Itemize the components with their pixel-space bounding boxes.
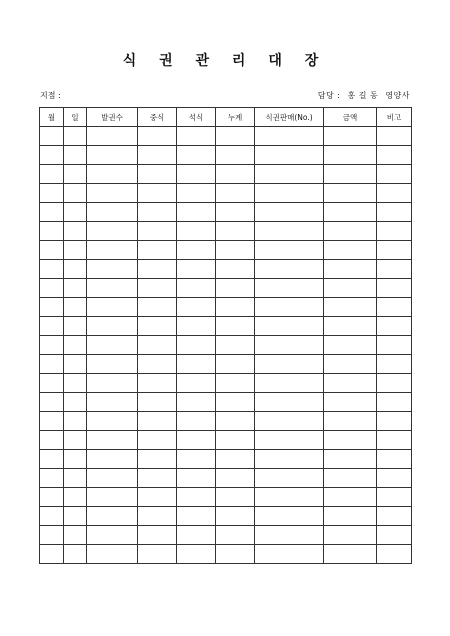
table-cell[interactable] [64,336,87,355]
table-cell[interactable] [138,260,177,279]
table-cell[interactable] [40,279,64,298]
manager-name: 홍 길 동 [347,91,379,100]
table-cell[interactable] [64,450,87,469]
table-cell[interactable] [377,431,412,450]
table-cell[interactable] [177,336,216,355]
table-cell[interactable] [40,298,64,317]
table-cell[interactable] [138,222,177,241]
table-cell[interactable] [138,241,177,260]
table-cell[interactable] [324,393,377,412]
table-cell[interactable] [87,336,138,355]
table-cell[interactable] [40,545,64,564]
table-cell[interactable] [324,507,377,526]
table-cell[interactable] [255,412,324,431]
table-cell[interactable] [64,222,87,241]
table-row [40,146,412,165]
table-cell[interactable] [216,203,255,222]
table-cell[interactable] [40,393,64,412]
table-cell[interactable] [64,412,87,431]
table-row [40,127,412,146]
table-cell[interactable] [324,336,377,355]
table-cell[interactable] [138,165,177,184]
table-cell[interactable] [177,222,216,241]
table-cell[interactable] [377,450,412,469]
table-cell[interactable] [324,450,377,469]
table-cell[interactable] [377,279,412,298]
table-cell[interactable] [377,317,412,336]
table-cell[interactable] [40,146,64,165]
table-cell[interactable] [255,222,324,241]
table-cell[interactable] [177,260,216,279]
table-cell[interactable] [138,431,177,450]
table-cell[interactable] [216,469,255,488]
table-cell[interactable] [87,374,138,393]
table-cell[interactable] [87,469,138,488]
table-cell[interactable] [177,526,216,545]
table-cell[interactable] [40,260,64,279]
table-cell[interactable] [377,165,412,184]
table-cell[interactable] [177,450,216,469]
table-cell[interactable] [255,545,324,564]
table-cell[interactable] [40,469,64,488]
table-row [40,260,412,279]
table-row [40,431,412,450]
table-cell[interactable] [324,203,377,222]
table-cell[interactable] [255,469,324,488]
table-cell[interactable] [324,146,377,165]
table-cell[interactable] [64,526,87,545]
table-cell[interactable] [324,260,377,279]
table-cell[interactable] [324,184,377,203]
table-cell[interactable] [377,412,412,431]
table-cell[interactable] [87,450,138,469]
table-cell[interactable] [138,279,177,298]
column-header-remarks: 비고 [377,108,412,127]
table-row [40,336,412,355]
table-cell[interactable] [255,526,324,545]
table-cell[interactable] [255,450,324,469]
table-cell[interactable] [40,203,64,222]
table-row [40,241,412,260]
table-cell[interactable] [324,222,377,241]
table-cell[interactable] [64,374,87,393]
table-header-row [40,108,412,127]
table-cell[interactable] [87,317,138,336]
table-cell[interactable] [377,336,412,355]
column-header-day: 일 [64,108,87,127]
table-cell[interactable] [138,450,177,469]
table-cell[interactable] [216,393,255,412]
table-cell[interactable] [377,488,412,507]
table-row [40,374,412,393]
table-cell[interactable] [377,469,412,488]
table-cell[interactable] [216,298,255,317]
table-cell[interactable] [40,431,64,450]
table-cell[interactable] [87,412,138,431]
table-cell[interactable] [255,336,324,355]
table-cell[interactable] [64,203,87,222]
table-cell[interactable] [64,393,87,412]
table-cell[interactable] [138,203,177,222]
table-row [40,165,412,184]
table-cell[interactable] [138,393,177,412]
table-cell[interactable] [138,545,177,564]
table-cell[interactable] [177,165,216,184]
table-row [40,298,412,317]
table-cell[interactable] [138,184,177,203]
table-cell[interactable] [377,127,412,146]
table-cell[interactable] [177,127,216,146]
table-cell[interactable] [216,355,255,374]
table-cell[interactable] [64,431,87,450]
table-cell[interactable] [216,260,255,279]
table-cell[interactable] [324,355,377,374]
table-cell[interactable] [324,374,377,393]
table-cell[interactable] [216,507,255,526]
table-cell[interactable] [377,393,412,412]
table-cell[interactable] [87,355,138,374]
manager-label: 담당 : [317,91,341,100]
table-cell[interactable] [177,184,216,203]
table-cell[interactable] [255,260,324,279]
table-cell[interactable] [177,374,216,393]
table-cell[interactable] [324,298,377,317]
table-row [40,355,412,374]
column-header-lunch: 중식 [138,108,177,127]
branch-label: 지점 : [40,91,61,100]
table-cell[interactable] [177,412,216,431]
table-cell[interactable] [255,507,324,526]
table-row [40,412,412,431]
table-cell[interactable] [40,412,64,431]
table-cell[interactable] [377,298,412,317]
table-row [40,393,412,412]
table-cell[interactable] [87,545,138,564]
table-row [40,203,412,222]
table-cell[interactable] [40,336,64,355]
table-cell[interactable] [64,260,87,279]
table-cell[interactable] [255,298,324,317]
table-cell[interactable] [87,298,138,317]
table-row [40,222,412,241]
table-cell[interactable] [377,374,412,393]
table-cell[interactable] [377,526,412,545]
table-cell[interactable] [216,488,255,507]
table-cell[interactable] [216,431,255,450]
table-cell[interactable] [324,317,377,336]
column-header-amount: 금액 [324,108,377,127]
table-cell[interactable] [64,241,87,260]
table-cell[interactable] [216,450,255,469]
table-cell[interactable] [377,355,412,374]
table-cell[interactable] [87,241,138,260]
table-cell[interactable] [216,317,255,336]
table-row [40,469,412,488]
meal-ticket-ledger-table [39,107,412,564]
table-cell[interactable] [216,545,255,564]
table-cell[interactable] [216,146,255,165]
manager-info [314,90,410,101]
table-cell[interactable] [87,203,138,222]
table-cell[interactable] [138,469,177,488]
table-cell[interactable] [255,184,324,203]
table-cell[interactable] [377,260,412,279]
column-header-issued: 발권수 [87,108,138,127]
column-header-dinner: 석식 [177,108,216,127]
table-cell[interactable] [40,165,64,184]
table-cell[interactable] [40,355,64,374]
table-cell[interactable] [255,431,324,450]
table-cell[interactable] [87,127,138,146]
table-cell[interactable] [138,412,177,431]
table-row [40,279,412,298]
table-cell[interactable] [216,526,255,545]
table-cell[interactable] [377,146,412,165]
table-cell[interactable] [377,203,412,222]
table-cell[interactable] [138,355,177,374]
table-cell[interactable] [87,526,138,545]
table-cell[interactable] [40,222,64,241]
table-cell[interactable] [377,184,412,203]
table-cell[interactable] [324,469,377,488]
table-row [40,507,412,526]
table-cell[interactable] [324,545,377,564]
table-cell[interactable] [255,203,324,222]
table-cell[interactable] [324,165,377,184]
table-cell[interactable] [216,279,255,298]
table-cell[interactable] [177,279,216,298]
table-cell[interactable] [216,336,255,355]
table-cell[interactable] [40,488,64,507]
table-cell[interactable] [64,298,87,317]
table-cell[interactable] [177,241,216,260]
table-cell[interactable] [377,222,412,241]
table-cell[interactable] [324,488,377,507]
table-cell[interactable] [64,165,87,184]
table-cell[interactable] [177,203,216,222]
table-cell[interactable] [87,488,138,507]
table-cell[interactable] [177,545,216,564]
table-cell[interactable] [177,393,216,412]
table-cell[interactable] [377,241,412,260]
table-cell[interactable] [255,146,324,165]
table-cell[interactable] [177,469,216,488]
table-cell[interactable] [138,507,177,526]
table-cell[interactable] [255,317,324,336]
table-row [40,317,412,336]
table-cell[interactable] [138,488,177,507]
table-cell[interactable] [216,241,255,260]
table-cell[interactable] [87,279,138,298]
table-cell[interactable] [377,507,412,526]
table-cell[interactable] [255,241,324,260]
table-cell[interactable] [40,526,64,545]
table-cell[interactable] [216,127,255,146]
table-body [40,127,412,564]
table-cell[interactable] [138,374,177,393]
table-cell[interactable] [64,279,87,298]
table-cell[interactable] [87,507,138,526]
table-row [40,526,412,545]
table-cell[interactable] [64,355,87,374]
table-cell[interactable] [40,507,64,526]
table-cell[interactable] [40,127,64,146]
table-cell[interactable] [177,355,216,374]
table-cell[interactable] [64,507,87,526]
table-cell[interactable] [255,279,324,298]
table-cell[interactable] [138,317,177,336]
column-header-cumulative: 누계 [216,108,255,127]
table-cell[interactable] [216,222,255,241]
table-cell[interactable] [87,146,138,165]
table-row [40,545,412,564]
table-cell[interactable] [324,279,377,298]
table-cell[interactable] [177,298,216,317]
table-cell[interactable] [324,412,377,431]
table-cell[interactable] [40,450,64,469]
table-cell[interactable] [177,317,216,336]
table-cell[interactable] [138,336,177,355]
table-cell[interactable] [324,127,377,146]
table-cell[interactable] [255,165,324,184]
table-cell[interactable] [216,412,255,431]
table-cell[interactable] [64,545,87,564]
table-cell[interactable] [324,241,377,260]
table-cell[interactable] [138,298,177,317]
table-cell[interactable] [216,374,255,393]
table-cell[interactable] [177,431,216,450]
table-cell[interactable] [216,165,255,184]
table-row [40,450,412,469]
table-cell[interactable] [64,184,87,203]
table-cell[interactable] [40,374,64,393]
table-cell[interactable] [177,507,216,526]
column-header-ticket-sales: 식권판매(No.) [255,108,324,127]
table-cell[interactable] [324,431,377,450]
table-row [40,184,412,203]
table-cell[interactable] [40,241,64,260]
table-cell[interactable] [177,488,216,507]
table-cell[interactable] [177,146,216,165]
table-cell[interactable] [64,317,87,336]
table-cell[interactable] [138,127,177,146]
table-cell[interactable] [255,355,324,374]
manager-role: 영양사 [385,91,410,100]
table-cell[interactable] [64,146,87,165]
table-cell[interactable] [64,488,87,507]
table-cell[interactable] [87,165,138,184]
table-cell[interactable] [40,184,64,203]
table-cell[interactable] [87,222,138,241]
table-cell[interactable] [87,260,138,279]
table-cell[interactable] [324,526,377,545]
table-cell[interactable] [138,526,177,545]
table-cell[interactable] [40,317,64,336]
table-cell[interactable] [216,184,255,203]
table-cell[interactable] [255,393,324,412]
table-cell[interactable] [87,393,138,412]
table-cell[interactable] [255,374,324,393]
table-row [40,488,412,507]
table-cell[interactable] [64,469,87,488]
table-cell[interactable] [138,146,177,165]
table-cell[interactable] [87,431,138,450]
table-cell[interactable] [87,184,138,203]
table-cell[interactable] [255,127,324,146]
table-cell[interactable] [64,127,87,146]
document-title: 식 권 관 리 대 장 [122,53,328,69]
table-cell[interactable] [255,488,324,507]
table-cell[interactable] [377,545,412,564]
column-header-month: 월 [40,108,64,127]
